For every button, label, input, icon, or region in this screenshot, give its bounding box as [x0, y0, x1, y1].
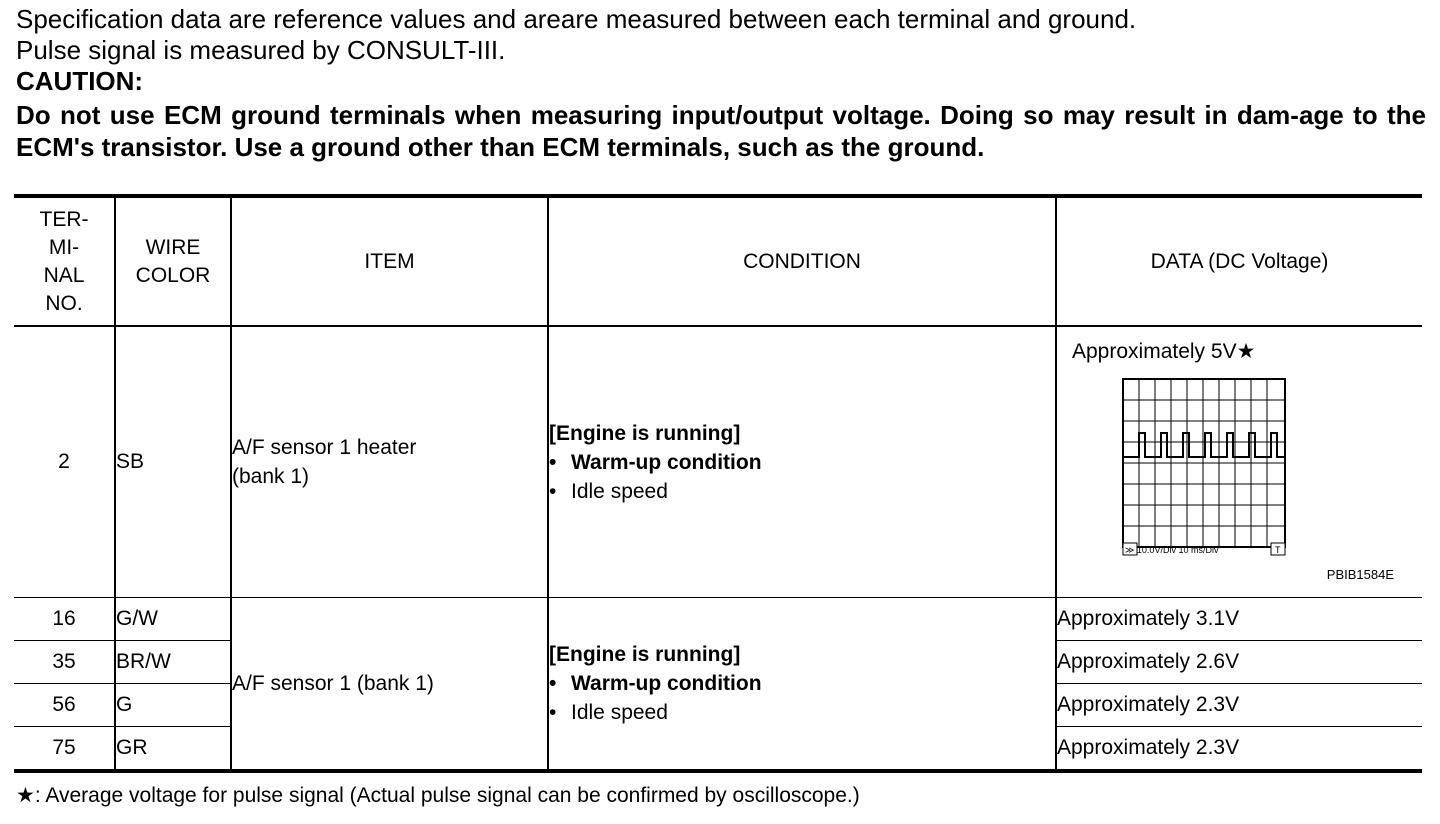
table-row: [14, 598, 1422, 641]
header-wire-color: WIRE COLOR: [115, 196, 231, 326]
terminal-no: 2: [14, 326, 115, 598]
wire-color: SB: [115, 326, 231, 598]
header-terminal-no: TER-MI-NAL NO.: [14, 196, 115, 326]
data-text: Approximately 5V★: [1072, 340, 1256, 363]
oscilloscope-waveform: [1121, 377, 1293, 561]
terminal-no: 75: [14, 727, 115, 772]
terminal-no: 16: [14, 598, 115, 641]
caution-text: Do not use ECM ground terminals when measuring input/output voltage. Doing so may result in dam-age to the ECM's transistor. Use a ground other than ECM terminals, such as the ground.: [16, 100, 1426, 162]
table-header-row: [14, 196, 1422, 326]
condition: [Engine is running] • Warm-up condition • Idle speed: [548, 598, 1056, 772]
header-item: ITEM: [231, 196, 548, 326]
figure-code: PBIB1584E: [1326, 567, 1394, 582]
footnote: ★: Average voltage for pulse signal (Actual pulse signal can be confirmed by oscilloscope.): [16, 784, 860, 807]
terminal-no: 35: [14, 641, 115, 684]
wire-color: BR/W: [115, 641, 231, 684]
terminal-spec-table: [14, 194, 1422, 773]
terminal-no: 56: [14, 684, 115, 727]
condition: [Engine is running] • Warm-up condition • Idle speed: [548, 326, 1056, 598]
wire-color: G: [115, 684, 231, 727]
spec-note: Specification data are reference values and areare measured between each terminal and ground.: [16, 4, 1137, 34]
wire-color: G/W: [115, 598, 231, 641]
condition-bullet: Idle speed: [571, 701, 668, 724]
pulse-note: Pulse signal is measured by CONSULT-III.: [16, 35, 506, 65]
item-name: A/F sensor 1 heater (bank 1): [231, 326, 548, 598]
scope-settings: ≫ 10.0V/Div 10 ms/Div: [1125, 545, 1219, 555]
table-row: [14, 326, 1422, 598]
pulse-trace: [1123, 433, 1285, 457]
data-value: Approximately 3.1V: [1056, 598, 1422, 641]
header-condition: CONDITION: [548, 196, 1056, 326]
scope-trigger: T: [1275, 545, 1281, 555]
caution-heading: CAUTION:: [16, 66, 144, 96]
data-value: Approximately 2.3V: [1056, 684, 1422, 727]
condition-heading: [Engine is running]: [549, 643, 741, 666]
item-name: A/F sensor 1 (bank 1): [231, 598, 548, 772]
data-value: [1056, 326, 1422, 598]
header-data: DATA (DC Voltage): [1056, 196, 1422, 326]
condition-bullet: Warm-up condition: [571, 450, 762, 474]
data-value: Approximately 2.6V: [1056, 641, 1422, 684]
data-value: Approximately 2.3V: [1056, 727, 1422, 772]
condition-heading: [Engine is running]: [549, 421, 741, 445]
condition-bullet: Idle speed: [571, 479, 668, 503]
intro-text: [16, 4, 1426, 163]
condition-bullet: Warm-up condition: [571, 672, 762, 695]
wire-color: GR: [115, 727, 231, 772]
